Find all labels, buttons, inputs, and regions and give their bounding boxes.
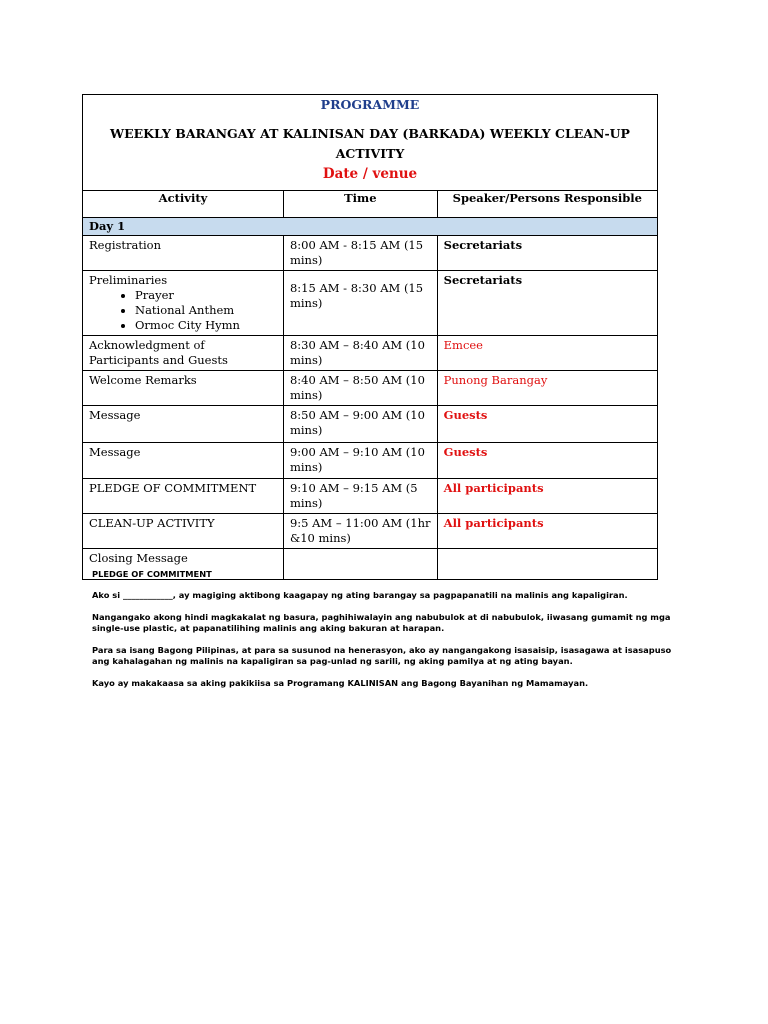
pledge-paragraph: Para sa isang Bagong Pilipinas, at para sa susunod na henerasyon, ako ay nangangakong isasaisip, isasagawa at isasapuso ang kahalagahan ng malinis na kapaligiran sa pag-unlad ng sarili, ng aking pamilya at ng ating bayan.	[92, 645, 672, 666]
activity-label: Preliminaries	[89, 273, 168, 287]
table-row	[83, 371, 658, 406]
day-row	[83, 218, 658, 236]
table-row	[83, 443, 658, 479]
list-item: • National Anthem	[135, 303, 277, 318]
time-cell	[283, 271, 437, 336]
table-row	[83, 336, 658, 371]
column-header-time: Time	[283, 191, 437, 218]
programme-header-row	[83, 95, 658, 191]
speaker-cell: Secretariats	[437, 236, 657, 271]
time-text: 8:15 AM - 8:30 AM (15 mins)	[289, 281, 424, 310]
pledge-paragraph: Kayo ay makakaasa sa aking pakikiisa sa Programang KALINISAN ang Bagong Bayanihan ng Mamamayan.	[92, 678, 589, 688]
time-cell: 8:30 AM – 8:40 AM (10 mins)	[283, 336, 437, 371]
list-item: • Ormoc City Hymn	[135, 318, 277, 333]
activity-cell: CLEAN-UP ACTIVITY	[83, 514, 284, 549]
table-row	[83, 271, 658, 336]
column-header-row	[83, 191, 658, 218]
speaker-cell: Emcee	[437, 336, 657, 371]
time-cell: 8:00 AM - 8:15 AM (15 mins)	[283, 236, 437, 271]
list-item: • Prayer	[135, 288, 277, 303]
activity-cell: Message	[83, 406, 284, 443]
speaker-cell: All participants	[437, 479, 657, 514]
column-header-activity: Activity	[83, 191, 284, 218]
time-cell: 9:00 AM – 9:10 AM (10 mins)	[283, 443, 437, 479]
activity-cell: Acknowledgment of Participants and Guests	[83, 336, 284, 371]
event-title: WEEKLY BARANGAY AT KALINISAN DAY (BARKADA) WEEKLY CLEAN-UP ACTIVITY	[110, 126, 630, 161]
speaker-cell: Guests	[437, 443, 657, 479]
programme-header	[83, 95, 658, 191]
pledge-paragraph: Nangangako akong hindi magkakalat ng basura, paghihiwalayin ang nabubulok at di nabubulok, iiwasang gumamit ng mga single-use plastic, at papanatilihing malinis ang aking bakuran at harapan.	[92, 612, 671, 633]
programme-label: PROGRAMME	[320, 97, 420, 112]
pledge-paragraph: Ako si ____________, ay magiging aktibong kaagapay ng ating barangay sa pagpapanatili na malinis ang kapaligiran.	[92, 590, 628, 600]
time-cell: 8:40 AM – 8:50 AM (10 mins)	[283, 371, 437, 406]
speaker-cell: Punong Barangay	[437, 371, 657, 406]
day-label: Day 1	[83, 218, 658, 236]
activity-cell: Welcome Remarks	[83, 371, 284, 406]
time-cell: 8:50 AM – 9:00 AM (10 mins)	[283, 406, 437, 443]
activity-cell: PLEDGE OF COMMITMENT	[83, 479, 284, 514]
preliminaries-list	[89, 288, 277, 333]
column-header-speaker: Speaker/Persons Responsible	[437, 191, 657, 218]
speaker-cell: Secretariats	[437, 271, 657, 336]
activity-cell: Closing Message	[83, 549, 284, 580]
activity-cell: Registration	[83, 236, 284, 271]
table-row	[83, 479, 658, 514]
date-venue: Date / venue	[322, 166, 418, 182]
programme-table	[82, 94, 658, 580]
speaker-cell: Guests	[437, 406, 657, 443]
pledge-title: PLEDGE OF COMMITMENT	[92, 569, 212, 579]
table-row	[83, 406, 658, 443]
table-row	[83, 514, 658, 549]
speaker-cell: All participants	[437, 514, 657, 549]
time-cell: 9:10 AM – 9:15 AM (5 mins)	[283, 479, 437, 514]
pledge-section	[92, 569, 682, 700]
table-row	[83, 236, 658, 271]
time-cell: 9:5 AM – 11:00 AM (1hr &10 mins)	[283, 514, 437, 549]
activity-cell: Message	[83, 443, 284, 479]
activity-cell	[83, 271, 284, 336]
